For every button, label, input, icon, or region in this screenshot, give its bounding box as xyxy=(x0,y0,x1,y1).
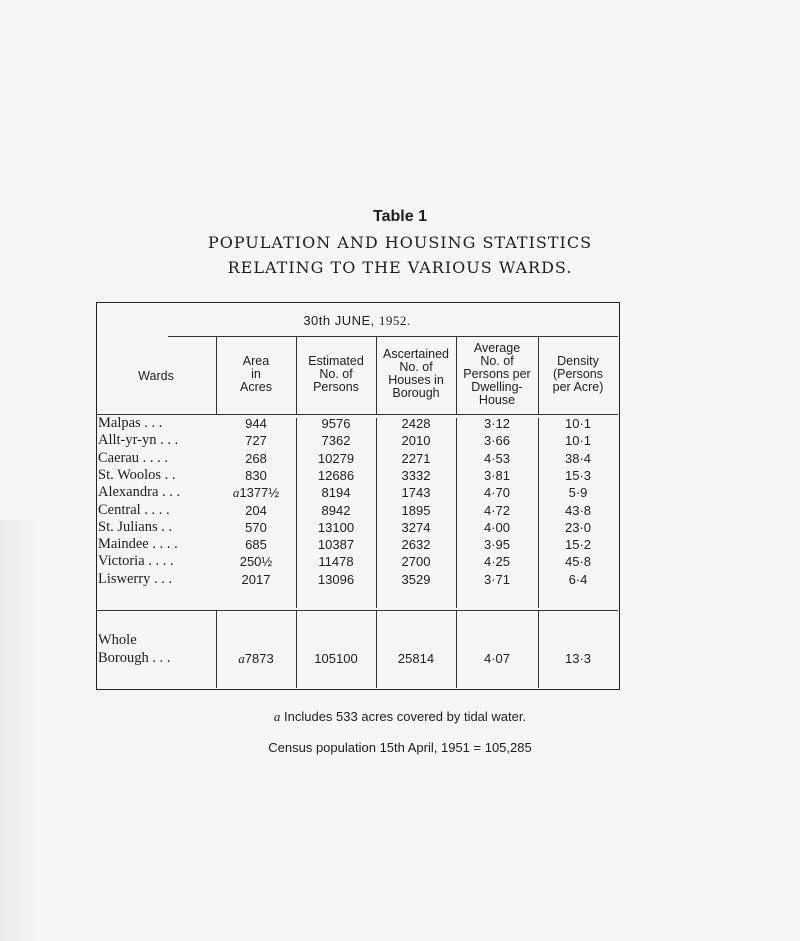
total-ward-line-2: Borough . . . xyxy=(98,650,171,666)
col-head-line: No. of xyxy=(399,360,433,374)
col-head-line: Persons xyxy=(313,380,359,394)
col-head-line: in xyxy=(251,367,261,381)
col-head-line: Average xyxy=(473,341,521,355)
footnote-text: Includes 533 acres covered by tidal water. xyxy=(284,709,527,724)
col-head-line: Borough xyxy=(392,386,440,400)
footnote-census: Census population 15th April, 1951 = 105,285 xyxy=(268,740,532,755)
ward-name: St. Julians . . xyxy=(98,518,173,535)
cell-persons: 11478 xyxy=(318,554,354,570)
cell-density: 23·0 xyxy=(564,519,592,535)
col-divider-5-total xyxy=(538,610,539,688)
ward-name: Central . . . . xyxy=(98,501,170,518)
col-head-line: Density xyxy=(557,354,599,368)
cell-houses: 1895 xyxy=(401,502,431,518)
ward-name: Allt-yr-yn . . . xyxy=(98,432,179,449)
ward-name: Alexandra . . . xyxy=(98,484,181,501)
cell-area: 250½ xyxy=(239,554,273,570)
cell-density: 10·1 xyxy=(564,416,592,431)
cell-average: 3·95 xyxy=(483,537,511,553)
cell-density: 6·4 xyxy=(568,571,588,587)
col-head-line: (Persons xyxy=(552,367,604,381)
cell-persons: 8942 xyxy=(321,502,351,518)
total-area: a7873 xyxy=(238,651,274,666)
cell-houses: 3332 xyxy=(401,467,431,483)
cell-houses: 1743 xyxy=(401,485,431,501)
ward-name: Caerau . . . . xyxy=(98,449,169,466)
col-head-line: No. of xyxy=(319,367,353,381)
cell-average: 4·70 xyxy=(483,485,511,501)
col-head-line: Dwelling- xyxy=(471,380,523,394)
cell-area: 570 xyxy=(245,519,267,535)
cell-houses: 2632 xyxy=(401,537,431,553)
cell-area: a1377½ xyxy=(232,485,280,501)
total-rule xyxy=(96,610,618,611)
cell-area: 944 xyxy=(245,416,267,431)
cell-average: 4·25 xyxy=(483,554,511,570)
col-head-wards xyxy=(96,370,216,383)
cell-houses: 2271 xyxy=(401,450,431,466)
col-head-persons xyxy=(296,355,376,394)
cell-persons: 13100 xyxy=(317,519,355,535)
col-divider-4-total xyxy=(456,610,457,688)
col-head-density xyxy=(538,355,618,394)
ward-name: St. Woolos . . xyxy=(98,466,176,483)
date-heading-label: 30th JUNE, xyxy=(303,313,375,328)
cell-persons: 10279 xyxy=(317,450,355,466)
col-divider-3-total xyxy=(376,610,377,688)
col-head-line: Persons per xyxy=(463,367,531,381)
col-head-houses xyxy=(376,348,456,400)
table-title-line-1: POPULATION AND HOUSING STATISTICS xyxy=(207,233,593,252)
cell-area: 830 xyxy=(245,467,267,483)
cell-average: 3·71 xyxy=(483,571,511,587)
cell-average: 3·66 xyxy=(483,433,511,449)
col-head-line: House xyxy=(478,393,516,407)
cell-average: 4·00 xyxy=(483,519,511,535)
total-average: 4·07 xyxy=(483,651,511,666)
cell-density: 15·3 xyxy=(564,467,592,483)
cell-area: 204 xyxy=(245,502,267,518)
cell-persons: 12686 xyxy=(317,467,355,483)
cell-houses: 3274 xyxy=(401,519,431,535)
col-head-line: Acres xyxy=(240,380,272,394)
col-head-line: per Acre) xyxy=(552,380,604,394)
cell-density: 43·8 xyxy=(564,502,592,518)
col-divider-2-total xyxy=(296,610,297,688)
footnote-tidal-water xyxy=(0,709,800,725)
total-ward-line-1: Whole xyxy=(98,632,137,648)
cell-houses: 2700 xyxy=(401,554,431,570)
cell-area: 2017 xyxy=(241,571,271,587)
cell-persons: 8194 xyxy=(321,485,351,501)
cell-persons: 7362 xyxy=(321,433,351,449)
total-persons: 105100 xyxy=(314,651,358,666)
col-divider-1-total xyxy=(216,610,217,688)
total-houses: 25814 xyxy=(397,651,435,666)
ward-name: Victoria . . . . xyxy=(98,553,174,570)
col-head-line: Area xyxy=(242,354,270,368)
header-rule xyxy=(96,414,618,415)
cell-average: 4·72 xyxy=(483,502,511,518)
col-head-line: Estimated xyxy=(308,354,364,368)
col-head-line: Wards xyxy=(138,369,174,383)
table-label: Table 1 xyxy=(373,208,427,225)
table-title-line-2: RELATING TO THE VARIOUS WARDS. xyxy=(227,258,573,277)
cell-density: 38·4 xyxy=(564,450,592,466)
cell-houses: 2010 xyxy=(401,433,431,449)
ward-name: Maindee . . . . xyxy=(98,536,178,553)
date-heading xyxy=(96,313,618,329)
cell-density: 10·1 xyxy=(564,433,592,449)
col-head-line: No. of xyxy=(480,354,514,368)
cell-persons: 10387 xyxy=(317,537,355,553)
cell-houses: 2428 xyxy=(401,416,431,431)
cell-houses: 3529 xyxy=(401,571,431,587)
footnote-marker: a xyxy=(273,709,281,724)
cell-area: 268 xyxy=(245,450,267,466)
cell-average: 4·53 xyxy=(483,450,511,466)
col-head-area xyxy=(216,355,296,394)
cell-density: 15·2 xyxy=(564,537,592,553)
col-head-average xyxy=(456,342,538,407)
ward-name: Malpas . . . xyxy=(98,415,163,431)
date-rule xyxy=(168,336,618,337)
cell-persons: 13096 xyxy=(317,571,355,587)
date-heading-year: 1952. xyxy=(378,313,411,328)
cell-density: 5·9 xyxy=(568,485,588,501)
cell-density: 45·8 xyxy=(564,554,592,570)
scan-shadow xyxy=(0,520,40,941)
cell-area: 685 xyxy=(245,537,267,553)
cell-persons: 9576 xyxy=(321,416,351,431)
col-head-line: Houses in xyxy=(388,373,444,387)
col-head-line: Ascertained xyxy=(382,347,449,361)
cell-area: 727 xyxy=(245,433,267,449)
total-density: 13·3 xyxy=(564,651,592,666)
ward-name: Liswerry . . . xyxy=(98,570,173,587)
cell-average: 3·81 xyxy=(483,467,511,483)
cell-average: 3·12 xyxy=(483,416,511,431)
